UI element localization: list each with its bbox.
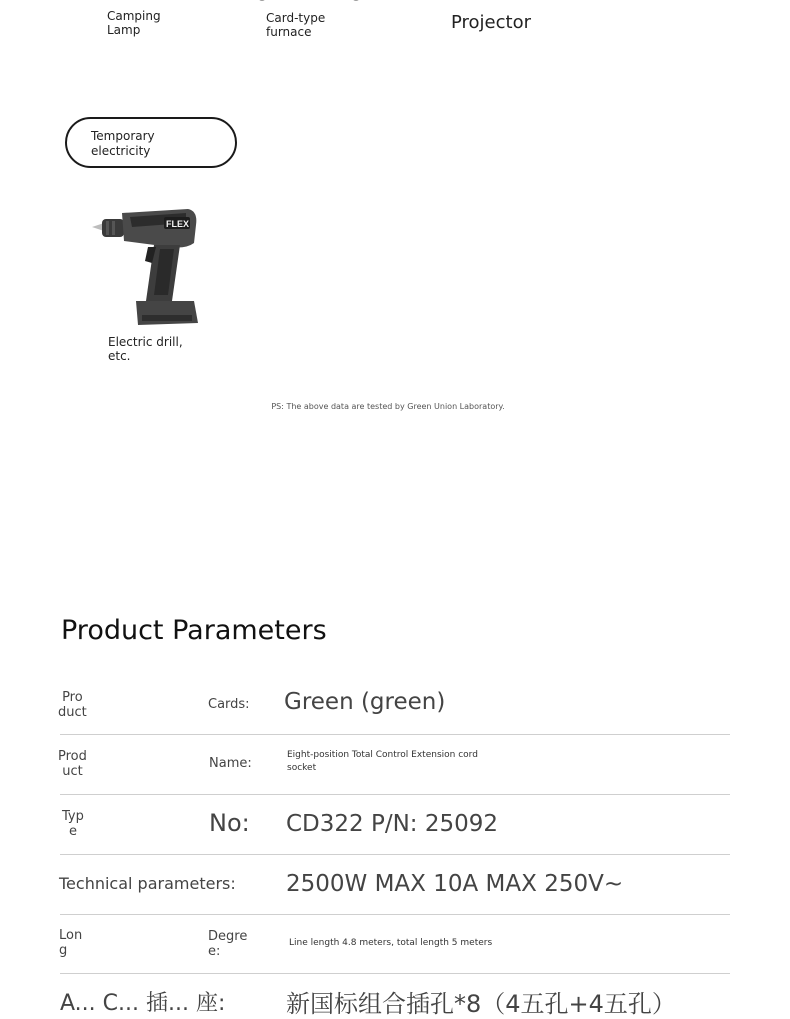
- ps-note: PS: The above data are tested by Green Union Laboratory.: [271, 402, 505, 411]
- param-row3-value: CD322 P/N: 25092: [286, 811, 499, 837]
- param-row2-value: Eight-position Total Control Extension cord socket: [287, 750, 478, 773]
- row-divider: [60, 854, 730, 855]
- param-row3-label: Typ e: [62, 809, 84, 839]
- section-title: Product Parameters: [61, 615, 327, 646]
- param-row2-key: Name:: [209, 756, 252, 771]
- param-row5-value: Line length 4.8 meters, total length 5 meters: [289, 938, 493, 948]
- param-row1-label: Pro duct: [58, 690, 87, 720]
- param-row5-key: Degre e:: [208, 929, 248, 959]
- row-divider: [60, 734, 730, 735]
- camping-lamp-label: Camping Lamp: [107, 9, 161, 37]
- row-divider: [60, 794, 730, 795]
- projector-label: Projector: [451, 12, 531, 33]
- param-row4-label: Technical parameters:: [59, 874, 236, 893]
- drill-battery: [136, 301, 198, 325]
- param-row6-value: 新国标组合插孔*8（4五孔+4五孔）: [286, 990, 676, 1018]
- row-divider: [60, 914, 730, 915]
- param-row4-value: 2500W MAX 10A MAX 250V~: [286, 871, 624, 897]
- param-row6-label: A... C... 插... 座:: [60, 991, 226, 1016]
- temporary-electricity-tag: [65, 117, 237, 168]
- row-divider: [60, 973, 730, 974]
- param-row1-value: Green (green): [284, 689, 446, 715]
- electric-drill-image: [90, 205, 202, 329]
- card-type-furnace-label: Card-type furnace: [266, 11, 326, 39]
- drill-logo: FLEX: [166, 219, 190, 229]
- param-row3-key: No:: [209, 809, 250, 837]
- electric-drill-label: Electric drill, etc.: [108, 335, 183, 363]
- param-row5-label: Lon g: [59, 928, 83, 958]
- param-row1-key: Cards:: [208, 697, 250, 712]
- temporary-electricity-label: Temporary electricity: [91, 129, 155, 158]
- param-row2-label: Prod uct: [58, 749, 87, 779]
